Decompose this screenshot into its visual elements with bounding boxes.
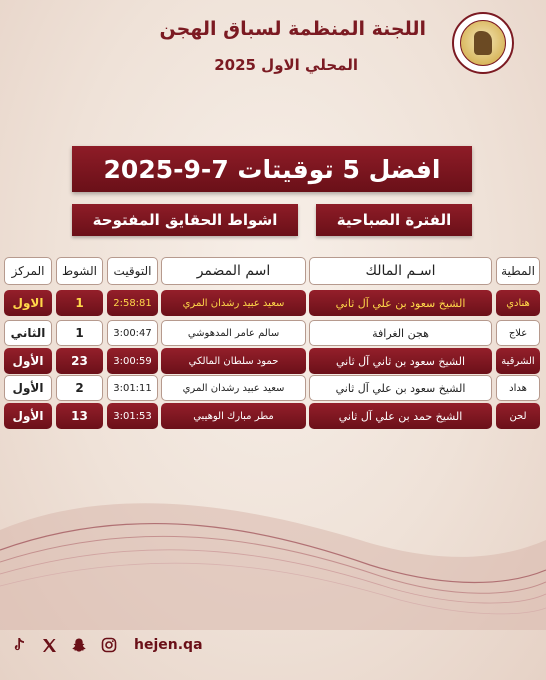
row-5-time: 3:01:53 xyxy=(107,403,158,429)
snapchat-icon[interactable] xyxy=(70,636,88,654)
row-5-trainer: مطر مبارك الوهيبي xyxy=(161,403,306,429)
row-2-place: الثاني xyxy=(4,320,52,346)
x-icon[interactable] xyxy=(40,636,58,654)
row-5-mount: لحن xyxy=(496,403,540,429)
row-3-rounds: 23 xyxy=(56,348,103,374)
row-2-rounds: 1 xyxy=(56,320,103,346)
decorative-wave xyxy=(0,470,546,630)
results-banner: افضل 5 توقيتات 7-9-2025 xyxy=(72,146,472,192)
tiktok-icon[interactable] xyxy=(10,636,28,654)
round-label: اشواط الحقايق المفتوحة xyxy=(72,204,298,236)
row-3-owner: الشيخ سعود بن ثاني آل ثاني xyxy=(309,348,492,374)
row-5-rounds: 13 xyxy=(56,403,103,429)
committee-logo xyxy=(452,12,514,74)
row-4-rounds: 2 xyxy=(56,375,103,401)
event-title: المحلي الاول 2025 xyxy=(214,56,358,74)
period-label: الفترة الصباحية xyxy=(316,204,472,236)
organization-title: اللجنة المنظمة لسباق الهجن xyxy=(159,18,426,40)
row-1-place: الاول xyxy=(4,290,52,316)
row-3-time: 3:00:59 xyxy=(107,348,158,374)
header-owner: اسـم المالك xyxy=(309,257,492,285)
row-1-trainer: سعيد عبيد رشدان المري xyxy=(161,290,306,316)
row-2-owner: هجن الغرافة xyxy=(309,320,492,346)
header-mount: المطية xyxy=(496,257,540,285)
header-time: التوقيت xyxy=(107,257,158,285)
row-4-place: الأول xyxy=(4,375,52,401)
camel-emblem xyxy=(460,20,506,66)
header-rounds: الشوط xyxy=(56,257,103,285)
row-2-mount: علاج xyxy=(496,320,540,346)
row-5-place: الأول xyxy=(4,403,52,429)
row-2-time: 3:00:47 xyxy=(107,320,158,346)
row-1-rounds: 1 xyxy=(56,290,103,316)
row-2-trainer: سالم عامر المدهوشي xyxy=(161,320,306,346)
row-5-owner: الشيخ حمد بن علي آل ثاني xyxy=(309,403,492,429)
instagram-icon[interactable] xyxy=(100,636,118,654)
row-1-mount: هنادي xyxy=(496,290,540,316)
row-4-owner: الشيخ سعود بن علي آل ثاني xyxy=(309,375,492,401)
social-handle[interactable]: hejen.qa xyxy=(134,637,203,653)
header-trainer: اسم المضمر xyxy=(161,257,306,285)
row-4-trainer: سعيد عبيد رشدان المري xyxy=(161,375,306,401)
row-4-mount: هداد xyxy=(496,375,540,401)
row-3-place: الأول xyxy=(4,348,52,374)
row-1-time: 2:58:81 xyxy=(107,290,158,316)
row-4-time: 3:01:11 xyxy=(107,375,158,401)
row-1-owner: الشيخ سعود بن علي آل ثاني xyxy=(309,290,492,316)
social-bar xyxy=(10,636,203,654)
row-3-trainer: حمود سلطان المالكي xyxy=(161,348,306,374)
row-3-mount: الشرقية xyxy=(496,348,540,374)
header-place: المركز xyxy=(4,257,52,285)
